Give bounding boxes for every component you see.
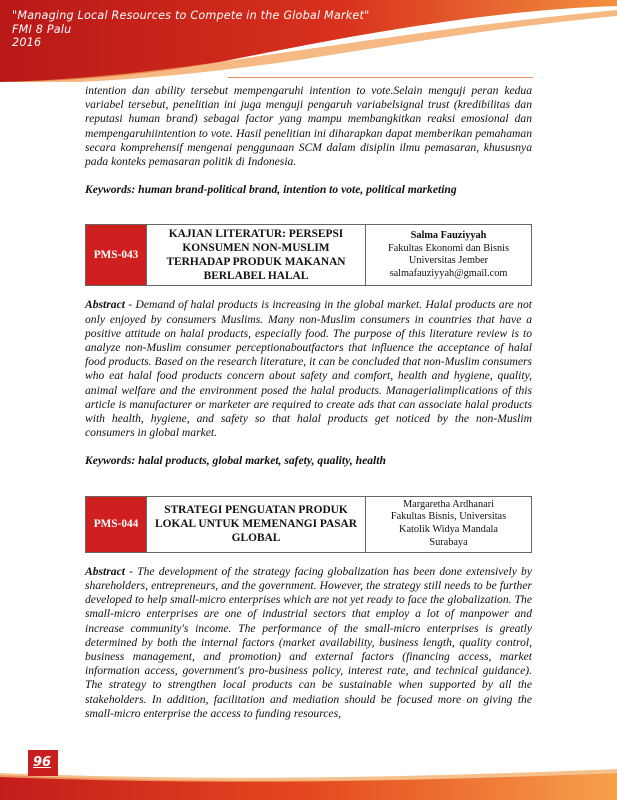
paper-code: PMS-044 — [86, 496, 147, 552]
author-name: Margaretha Ardhanari — [402, 498, 494, 510]
intro-keywords: Keywords: human brand-political brand, intention to vote, political marketing — [85, 183, 457, 197]
header-conference-title — [12, 9, 369, 50]
paper-code: PMS-043 — [86, 225, 147, 286]
abstract-text: - The development of the strategy facing globalization has been done extensively by shareholders, entrepreneurs, and the government. However, the strategy still needs to be further developed to help small-micro enterprises which are not yet ready to face the globalization. The small-micro enterprises are one of industrial sectors that employ a lot of manpower and increase community's income. The performance of the small-micro enterprises is greatly determined by both the internal factors (market availability, business length, quality control, business management, and promotion) and external factors (financing access, market information access, government's pro-business policy, interest rate, and technical guidance). The strategy to strengthen local products can be sustainable when supported by all the stakeholders. In addition, facilitation and mediation should be focused more on giving the small-micro enterprise the access to funding resources, — [85, 564, 532, 720]
paper-abstract — [85, 565, 532, 721]
author-name: Salma Fauziyyah — [410, 229, 487, 241]
header-year: 2016 — [12, 36, 42, 49]
paper-table-pms-044 — [85, 496, 532, 553]
author-affiliation-line: Surabaya — [429, 537, 468, 549]
paper-abstract — [85, 298, 532, 440]
header-theme: "Managing Local Resources to Compete in the Global Market" — [12, 9, 370, 22]
author-affiliation-line: Fakultas Bisnis, Universitas — [390, 511, 507, 523]
paper-table-pms-043 — [85, 224, 532, 286]
page-number: 96 — [33, 755, 52, 770]
paper-author-cell — [366, 225, 532, 286]
paper-title: KAJIAN LITERATUR: PERSEPSI KONSUMEN NON-MUSLIM TERHADAP PRODUK MAKANAN BERLABEL HALAL — [147, 225, 366, 286]
abstract-label: Abstract — [85, 298, 125, 312]
paper-author-cell — [366, 496, 532, 552]
abstract-label: Abstract — [85, 564, 125, 578]
header-divider — [228, 77, 533, 78]
abstract-text: - Demand of halal products is increasing in the global market. Halal products are not only enjoyed by consumers Muslims. Many non-Muslim consumers in countries that have a positive attitude on halal products, especially food. The purpose of this literature review is to analyze non-Muslim consumer perceptionaboutfactors that influence the acceptance of halal food products. Based on the research literature, it can be concluded that non-Muslim consumers who eat halal food products concern about safety and comfort, health and hygiene, quality, animal welfare and the environment posed the halal products. Managerialimplications of this article is manufacturer or marketer are required to create ads that can associate halal products with health, hygiene, and safety so that halal products get noticed by the non-Muslim consumers in global market. — [85, 298, 532, 440]
author-email: salmafauziyyah@gmail.com — [389, 268, 508, 280]
intro-abstract-text: intention dan ability tersebut mempengaruhi intention to vote.Selain menguji peran kedua variabel tersebut, penelitian ini juga menguji pengaruh variabelsignal trust (kredibilitas dan reputasi human brand) sebagai factor yang mampu membangkitkan reaksi emosional dan mempengaruhiintention to vote. Hasil penelitian ini diharapkan dapat memberikan pemahaman secara komprehensif mengenai penggunaan SCM dalam disiplin ilmu pemasaran, khususnya pada konteks pemasaran politik di Indonesia. — [85, 84, 532, 169]
author-affiliation-line: Fakultas Ekonomi dan Bisnis — [388, 242, 509, 254]
author-affiliation-line: Universitas Jember — [408, 255, 489, 267]
paper-title: STRATEGI PENGUATAN PRODUK LOKAL UNTUK MEMENANGI PASAR GLOBAL — [147, 496, 366, 552]
footer-banner — [0, 735, 617, 800]
page-content — [85, 84, 532, 721]
header-event: FMI 8 Palu — [12, 22, 72, 36]
paper-keywords: Keywords: halal products, global market, safety, quality, health — [85, 454, 386, 468]
author-affiliation-line: Katolik Widya Mandala — [399, 524, 498, 536]
